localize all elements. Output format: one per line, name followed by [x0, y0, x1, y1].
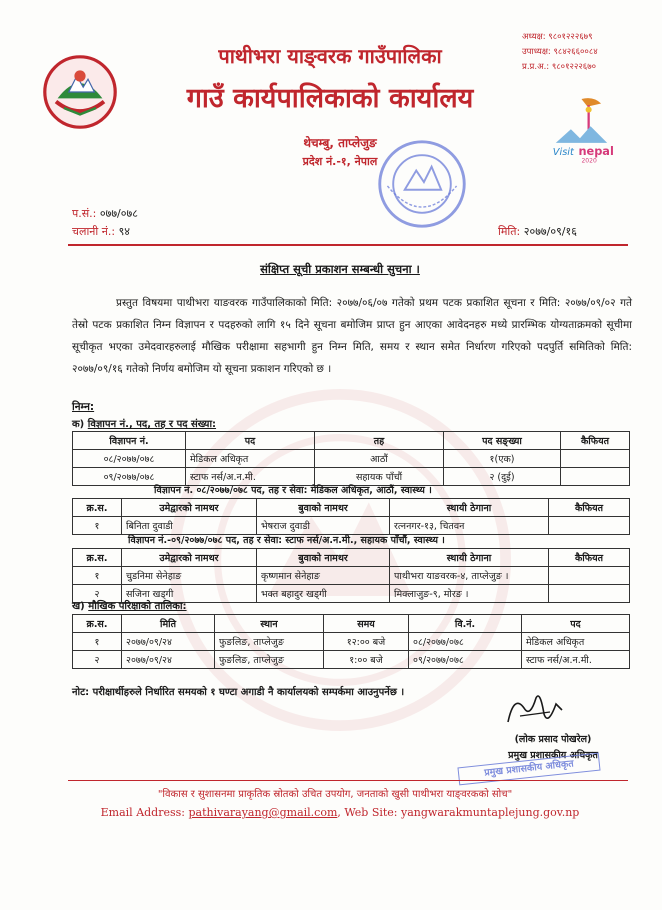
- table-header: स्थायी ठेगाना: [390, 499, 549, 517]
- table-header-row: [73, 432, 630, 450]
- website-label: , Web Site:: [337, 806, 398, 819]
- table-header-row: [73, 615, 630, 633]
- vacancy-table: [72, 431, 630, 486]
- table-header: पद: [522, 615, 630, 633]
- office-address: थेचम्बु, ताप्लेजुङ: [303, 136, 377, 150]
- table-cell: [561, 450, 630, 468]
- contact-numbers: [522, 30, 652, 75]
- date-value: २०७७/०९/१६: [523, 225, 577, 238]
- office-name: गाउँ कार्यपालिकाको कार्यालय: [186, 83, 474, 114]
- table-cell: सहायक पाँचौं: [315, 468, 444, 486]
- signature-icon: [500, 688, 570, 730]
- contact-row: [522, 60, 652, 75]
- table-header: क्र.स.: [73, 615, 122, 633]
- table-cell: मेडिकल अधिकृत: [186, 450, 315, 468]
- table-cell: सजिना खड्गी: [122, 585, 257, 603]
- table-header: वि.नं.: [409, 615, 522, 633]
- table-cell: १: [73, 517, 122, 535]
- contact-label: अध्यक्ष:: [522, 32, 546, 42]
- table-header: स्थान: [215, 615, 324, 633]
- reference-ps: [72, 206, 138, 221]
- table-cell: भक्त बहादुर खड्गी: [257, 585, 390, 603]
- table-header: बुवाको नामथर: [257, 549, 390, 567]
- section-a-heading: [72, 416, 216, 430]
- table-header: कैफियत: [561, 432, 630, 450]
- visit-nepal-logo-icon: [548, 96, 624, 164]
- table-header: क्र.स.: [73, 549, 122, 567]
- table-cell: [549, 567, 630, 585]
- office-province: प्रदेश नं.-१, नेपाल: [302, 155, 378, 168]
- website-link[interactable]: yangwarakmuntaplejung.gov.np: [401, 806, 580, 819]
- svg-text:Visit: Visit: [552, 146, 574, 158]
- notice-paragraph: प्रस्तुत विषयमा पाथीभरा याङवरक गाउँपालिकाको मिति: २०७७/०६/०७ गतेको प्रथम पटक प्रकाशित सूचना र मिति: २०७७/०९/०२ गते तेस्रो पटक प्रकाशित निम्न विज्ञापन र पदहरुको लागि १५ दिने सूचना बमोजिम प्राप्त हुन आएका आवेदनहरु मध्ये प्रारम्भिक योग्यताक्रमको सूचीमा सूचीकृत भएका उमेदवारहरुलाई मौखिक परीक्षामा सहभागी हुन निम्न मिति, समय र स्थान समेत निर्धारण गरिएको पदपुर्ति समितिको मिति: २०७७/०९/१६ गतेको निर्णय बमोजिम यो सूचना प्रकाशन गरिएको छ ।: [72, 297, 632, 375]
- footer-contact: [95, 806, 585, 819]
- table-cell: [549, 585, 630, 603]
- table-cell: मिक्लाजुङ-९, मोरङ ।: [390, 585, 549, 603]
- table-cell: रत्ननगर-१३, चितवन: [390, 517, 549, 535]
- table-row: [73, 633, 630, 651]
- table-header: क्र.स.: [73, 499, 122, 517]
- table-cell: १:०० बजे: [324, 651, 409, 669]
- office-motto: "विकास र सुशासनमा प्राकृतिक स्रोतको उचित उपयोग, जनताको खुसी पाथीभरा याङ्वरकको सोच": [157, 789, 513, 800]
- email-label: Email Address:: [100, 806, 185, 819]
- table-cell: ०८/२०७७/०७८: [73, 450, 186, 468]
- table-header: कैफियत: [549, 549, 630, 567]
- section-b-heading: [72, 598, 187, 612]
- table-header: उमेद्वारको नामथर: [122, 549, 257, 567]
- table-row: [73, 651, 630, 669]
- table-cell: १: [73, 633, 122, 651]
- header-divider: [68, 244, 628, 246]
- table-cell: ०९/२०७७/०७८: [409, 651, 522, 669]
- table-header: तह: [315, 432, 444, 450]
- caption-vacancy-08: विज्ञापन नं. ०८/२०७७/०७८ पद, तह र सेवा: मेडिकल अधिकृत, आठौं, स्वास्थ्य ।: [154, 485, 432, 496]
- contact-row: [522, 30, 652, 45]
- table-cell: २: [73, 651, 122, 669]
- table-header: स्थायी ठेगाना: [390, 549, 549, 567]
- chalani-label: चलानी नं.:: [72, 225, 116, 238]
- signer-title: प्रमुख प्रशासकीय अधिकृत: [508, 750, 598, 761]
- ps-label: प.सं.:: [72, 207, 97, 220]
- table-row: [73, 450, 630, 468]
- notice-subject: संक्षिप्त सूची प्रकाशन सम्बन्धी सुचना ।: [260, 262, 420, 276]
- table-cell: कृष्णमान सेनेहाङ: [257, 567, 390, 585]
- section-b-title: मौखिक परिक्षाको तालिका:: [88, 601, 187, 612]
- contact-row: [522, 45, 652, 60]
- ps-value: ०७७/०७८: [99, 207, 138, 220]
- notice-date: [498, 224, 577, 239]
- interview-schedule-table: [72, 614, 630, 669]
- table-cell: २०७७/०९/२४: [122, 651, 215, 669]
- section-b-prefix: ख): [72, 601, 85, 612]
- table-row: [73, 567, 630, 585]
- contact-label: उपाध्यक्ष:: [522, 47, 551, 57]
- table-header: उमेद्वारको नामथर: [122, 499, 257, 517]
- table-header: समय: [324, 615, 409, 633]
- table-header-row: [73, 549, 630, 567]
- footer-divider: [68, 780, 628, 781]
- caption-vacancy-09: विज्ञापन नं.-०९/२०७७/०७८ पद, तह र सेवा: स्टाफ नर्स/अ.न.मी., सहायक पाँचौं, स्वास्थ्य ।: [128, 535, 445, 546]
- table-cell: २: [73, 585, 122, 603]
- table-cell: १(एक): [444, 450, 561, 468]
- table-header: मिति: [122, 615, 215, 633]
- table-cell: बिनिता दुवाडी: [122, 517, 257, 535]
- table-cell: [561, 468, 630, 486]
- email-link[interactable]: pathivarayang@gmail.com: [188, 806, 338, 819]
- table-cell: चुडनिमा सेनेहाङ: [122, 567, 257, 585]
- table-cell: स्टाफ नर्स/अ.न.मी.: [186, 468, 315, 486]
- table-header: कैफियत: [549, 499, 630, 517]
- contact-label: प्र.प्र.अ.:: [522, 62, 550, 72]
- contact-value: ९८४२६६००८४: [553, 47, 598, 57]
- signer-name: (लोक प्रसाद पोखरेल): [514, 734, 592, 745]
- candidates-table-09: [72, 548, 630, 603]
- table-cell: २०७७/०९/२४: [122, 633, 215, 651]
- table-cell: [549, 517, 630, 535]
- table-header: बुवाको नामथर: [257, 499, 390, 517]
- table-cell: फुङलिङ, ताप्लेजुङ: [215, 633, 324, 651]
- table-cell: ०८/२०७७/०७८: [409, 633, 522, 651]
- contact-value: ९८०१२२२६७९: [548, 32, 593, 42]
- table-cell: ०९/२०७७/०७८: [73, 468, 186, 486]
- designation-stamp: प्रमुख प्रशासकीय अधिकृत: [457, 753, 600, 786]
- reference-chalani: [72, 224, 130, 239]
- table-cell: स्टाफ नर्स/अ.न.मी.: [522, 651, 630, 669]
- table-cell: मेडिकल अधिकृत: [522, 633, 630, 651]
- date-label: मिति:: [498, 225, 521, 238]
- government-emblem-icon: [40, 52, 120, 132]
- candidates-table-08: [72, 498, 630, 535]
- svg-text:nepal: nepal: [578, 143, 614, 158]
- table-header: पद: [186, 432, 315, 450]
- table-cell: फुङलिङ, ताप्लेजुङ: [215, 651, 324, 669]
- table-row: [73, 517, 630, 535]
- svg-text:2020: 2020: [581, 157, 597, 164]
- table-cell: १: [73, 567, 122, 585]
- table-header-row: [73, 499, 630, 517]
- table-header: पद सङ्ख्या: [444, 432, 561, 450]
- notice-note: नोट: परीक्षार्थीहरुले निर्धारित समयको १ घण्टा अगाडी नै कार्यालयको सम्पर्कमा आउनुपर्नेछ ।: [72, 687, 405, 698]
- table-header: विज्ञापन नं.: [73, 432, 186, 450]
- table-cell: २ (दुई): [444, 468, 561, 486]
- table-cell: १२:०० बजे: [324, 633, 409, 651]
- municipality-name: पाथीभरा याङ्वरक गाउँपालिका: [218, 44, 442, 68]
- table-cell: पाथीभरा याङवरक-४, ताप्लेजुङ ।: [390, 567, 549, 585]
- section-a-prefix: क): [72, 419, 85, 430]
- table-cell: आठौं: [315, 450, 444, 468]
- office-seal-icon: [374, 136, 470, 232]
- list-heading: निम्न:: [72, 401, 95, 413]
- section-a-title: विज्ञापन नं., पद, तह र पद संख्या:: [87, 419, 217, 430]
- chalani-value: ९४: [118, 225, 131, 238]
- contact-value: ९८०१२२२६७०: [551, 62, 597, 72]
- table-cell: भेषराज दुवाडी: [257, 517, 390, 535]
